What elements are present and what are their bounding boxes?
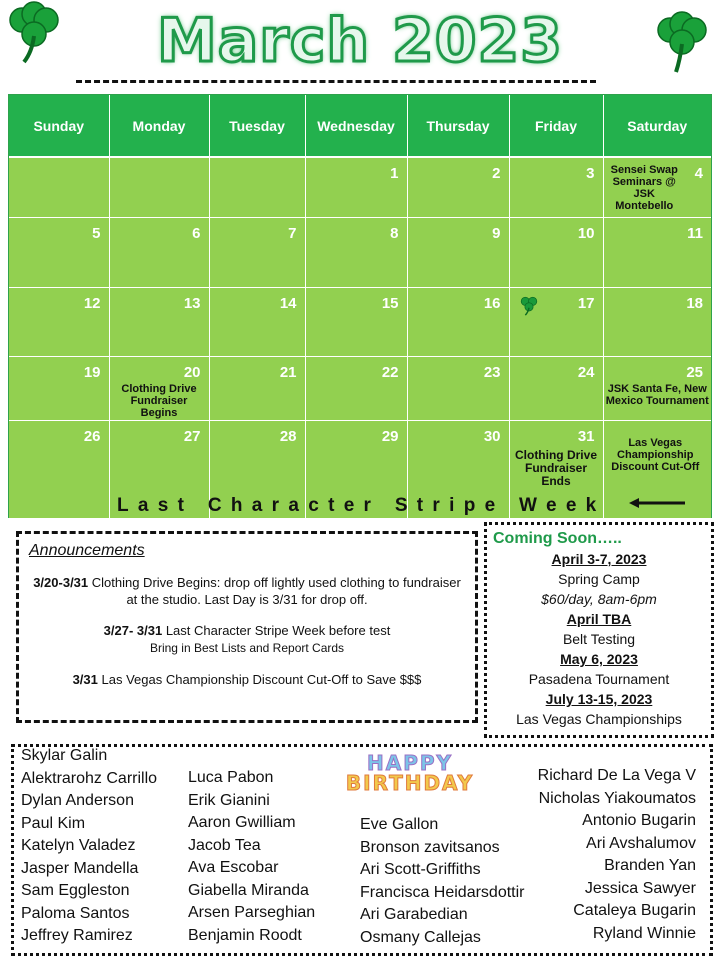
birthday-name: Eve Gallon <box>360 816 439 833</box>
logo-birthday: BIRTHDAY <box>345 771 475 795</box>
event-detail: Las Vegas Championships <box>516 711 682 727</box>
birthday-name: Ari Avshalumov <box>586 834 696 852</box>
birthday-column <box>360 814 525 949</box>
birthday-name: Giabella Miranda <box>188 881 309 899</box>
announcement-subtext: Bring in Best Lists and Report Cards <box>149 641 345 655</box>
birthday-name: Nicholas Yiakoumatos <box>538 789 696 807</box>
day-number: 4 <box>694 165 703 182</box>
happy-birthday-logo <box>340 753 480 797</box>
calendar-day-cell <box>509 287 603 356</box>
calendar-day-cell <box>305 217 407 287</box>
page-title: March 2023 <box>157 6 563 76</box>
announcement-text: Clothing Drive Begins: drop off lightly used clothing to fundraiser at the studio. Last Day is 3/31 for drop off. <box>88 575 461 607</box>
calendar-day-cell <box>305 157 407 217</box>
birthday-name: Dylan Anderson <box>21 792 134 809</box>
stripe-week-banner: Last Character Stripe Week <box>117 495 606 516</box>
announcements-title: Announcements <box>29 542 145 559</box>
birthday-name: Katelyn Valadez <box>21 837 136 854</box>
day-number: 24 <box>577 363 595 381</box>
calendar-day-cell <box>407 287 509 356</box>
birthday-column <box>188 767 315 947</box>
birthday-name: Aaron Gwilliam <box>188 814 296 831</box>
weekday-header: Tuesday <box>209 95 305 157</box>
day-number: 31 <box>577 427 595 445</box>
calendar-day-cell <box>109 157 209 217</box>
announcement-text: Las Vegas Championship Discount Cut-Off to Save $$$ <box>97 672 422 687</box>
calendar-event: Sensei Swap Seminars @ JSK Montebello <box>610 164 678 212</box>
day-number: 22 <box>381 363 399 381</box>
birthday-name: Luca Pabon <box>188 769 274 786</box>
day-number: 19 <box>83 363 101 381</box>
event-date: April 3-7, 2023 <box>551 551 647 567</box>
calendar-day-cell <box>209 287 305 356</box>
calendar-grid <box>9 95 711 519</box>
day-number: 12 <box>83 294 101 312</box>
announcements-box <box>16 531 478 723</box>
calendar <box>8 94 712 518</box>
birthday-name: Jeffrey Ramirez <box>21 927 133 944</box>
day-number: 17 <box>577 294 595 312</box>
shamrock-icon <box>518 294 540 316</box>
birthday-name: Ari Garabedian <box>360 906 468 923</box>
calendar-day-cell <box>603 356 711 420</box>
event-detail: Belt Testing <box>562 631 636 647</box>
event-detail: Pasadena Tournament <box>528 671 670 687</box>
calendar-event: JSK Santa Fe, New Mexico Tournament <box>605 382 709 407</box>
birthday-name: Jessica Sawyer <box>584 879 696 897</box>
coming-soon-title: Coming Soon….. <box>493 530 622 547</box>
calendar-day-cell <box>109 217 209 287</box>
birthday-name: Jacob Tea <box>188 836 261 854</box>
header-divider <box>76 80 596 83</box>
day-number: 27 <box>183 427 201 445</box>
day-number: 8 <box>390 224 399 242</box>
birthday-name: Paul Kim <box>21 814 86 832</box>
birthday-name: Francisca Heidarsdottir <box>360 883 525 901</box>
calendar-day-cell <box>9 157 109 217</box>
weekday-header: Saturday <box>603 95 711 157</box>
announcement-text: Last Character Stripe Week before test <box>162 623 391 638</box>
calendar-day-cell <box>305 356 407 420</box>
calendar-day-cell <box>407 217 509 287</box>
day-number: 30 <box>483 427 501 445</box>
announcement-date: 3/27- 3/31 <box>103 623 163 638</box>
calendar-day-cell <box>109 356 209 420</box>
shamrock-icon <box>650 8 714 74</box>
day-number: 23 <box>483 363 501 381</box>
calendar-event: Clothing Drive Fundraiser Ends <box>514 447 597 488</box>
birthday-column <box>21 745 157 948</box>
birthday-name: Cataleya Bugarin <box>573 902 696 919</box>
day-number: 2 <box>492 165 501 182</box>
calendar-week-row <box>9 287 711 356</box>
day-number: 21 <box>279 363 297 381</box>
announcement-item <box>29 574 465 608</box>
calendar-day-cell <box>209 356 305 420</box>
birthday-name: Ava Escobar <box>188 859 279 876</box>
weekday-header: Monday <box>109 95 209 157</box>
calendar-day-cell <box>509 217 603 287</box>
calendar-day-cell <box>9 287 109 356</box>
calendar-day-cell <box>603 287 711 356</box>
day-number: 26 <box>83 427 101 445</box>
day-number: 25 <box>686 363 703 381</box>
calendar-day-cell <box>9 217 109 287</box>
birthday-name: Bronson zavitsanos <box>360 838 500 856</box>
event-date: April TBA <box>566 611 632 627</box>
day-number: 18 <box>686 294 703 312</box>
birthday-name: Paloma Santos <box>21 904 130 922</box>
event-detail: $60/day, 8am-6pm <box>541 591 657 607</box>
birthday-name: Skylar Galin <box>21 747 108 764</box>
day-number: 6 <box>192 224 201 242</box>
birthdays-box <box>11 744 713 956</box>
day-number: 11 <box>687 224 703 242</box>
weekday-header: Wednesday <box>305 95 407 157</box>
arrow-left-icon <box>629 498 685 508</box>
logo-happy: HAPPY <box>366 751 453 775</box>
announcement-date: 3/20-3/31 <box>33 575 89 590</box>
day-number: 1 <box>390 165 399 182</box>
calendar-day-cell <box>603 217 711 287</box>
birthday-name: Jasper Mandella <box>21 859 139 877</box>
announcement-item <box>29 671 465 688</box>
weekday-header: Friday <box>509 95 603 157</box>
birthday-name: Sam Eggleston <box>21 882 130 899</box>
day-number: 5 <box>92 224 101 242</box>
day-number: 7 <box>288 224 297 242</box>
coming-soon-box <box>484 522 714 738</box>
calendar-day-cell <box>9 420 109 518</box>
calendar-day-cell <box>209 217 305 287</box>
calendar-day-cell <box>407 157 509 217</box>
event-date: May 6, 2023 <box>560 651 638 667</box>
day-number: 15 <box>381 294 399 312</box>
calendar-event: Las Vegas Championship Discount Cut-Off <box>611 436 700 473</box>
day-number: 3 <box>586 165 595 182</box>
calendar-day-cell <box>407 356 509 420</box>
calendar-day-cell <box>209 157 305 217</box>
day-number: 28 <box>279 427 297 445</box>
announcement-item <box>29 622 465 657</box>
calendar-week-row <box>9 157 711 217</box>
calendar-event: Clothing Drive Fundraiser Begins <box>121 382 197 419</box>
day-number: 29 <box>381 427 399 445</box>
day-number: 10 <box>577 224 595 242</box>
event-date: July 13-15, 2023 <box>545 691 653 707</box>
event-detail: Spring Camp <box>558 571 640 587</box>
day-number: 16 <box>483 294 501 312</box>
day-number: 9 <box>492 224 501 242</box>
day-number: 14 <box>279 294 297 312</box>
calendar-week-row <box>9 356 711 420</box>
birthday-name: Erik Gianini <box>188 791 270 809</box>
birthday-name: Richard De La Vega V <box>537 767 696 784</box>
calendar-day-cell <box>109 287 209 356</box>
calendar-week-row <box>9 217 711 287</box>
calendar-day-cell <box>9 356 109 420</box>
calendar-day-cell <box>305 287 407 356</box>
day-number: 13 <box>183 294 201 312</box>
shamrock-icon <box>2 0 66 66</box>
weekday-header: Thursday <box>407 95 509 157</box>
birthday-name: Antonio Bugarin <box>582 812 696 829</box>
birthday-name: Benjamin Roodt <box>188 926 302 944</box>
calendar-day-cell <box>509 157 603 217</box>
calendar-day-cell <box>603 157 711 217</box>
birthday-column <box>538 765 696 945</box>
birthday-name: Alektrarohz Carrillo <box>21 769 158 787</box>
weekday-header: Sunday <box>9 95 109 157</box>
day-number: 20 <box>183 363 201 381</box>
birthday-name: Arsen Parseghian <box>188 904 316 921</box>
birthday-name: Ari Scott-Griffiths <box>360 861 481 878</box>
announcement-date: 3/31 <box>72 672 98 687</box>
weekday-header-row <box>9 95 711 157</box>
birthday-name: Branden Yan <box>604 857 696 874</box>
birthday-name: Osmany Callejas <box>360 928 481 946</box>
calendar-day-cell <box>509 356 603 420</box>
birthday-name: Ryland Winnie <box>592 924 696 942</box>
